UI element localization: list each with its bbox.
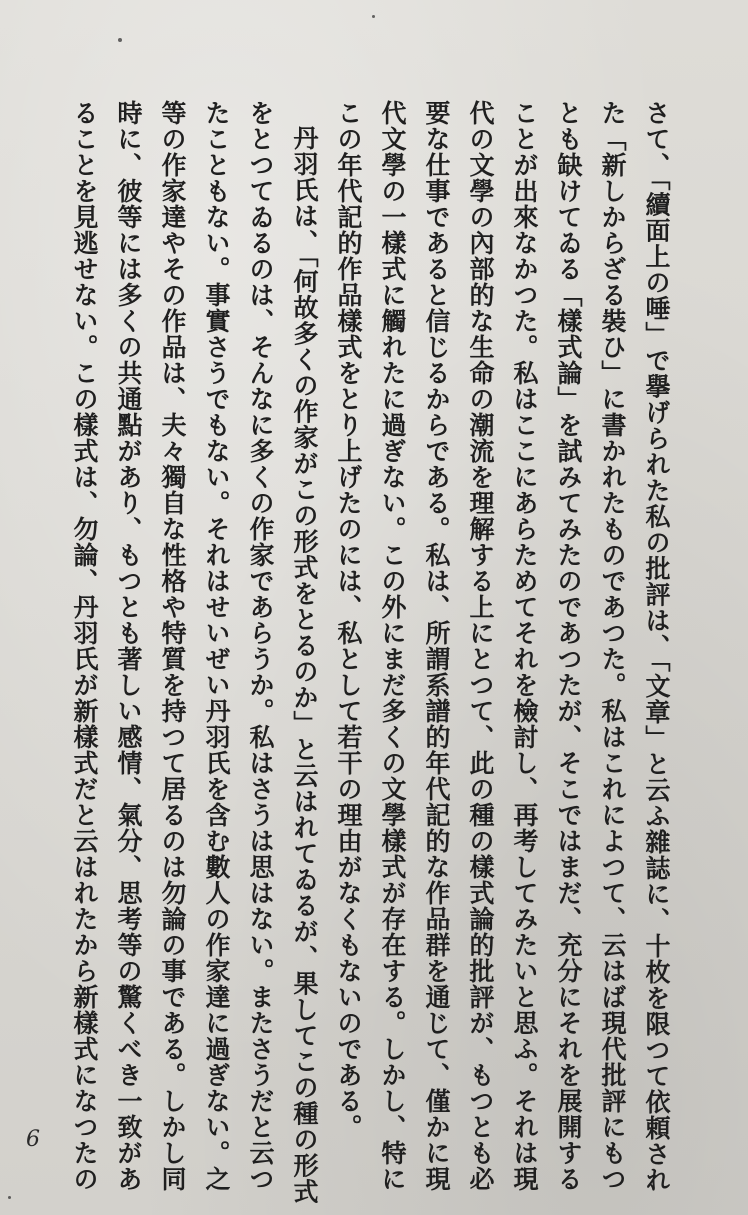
text-line: をとつてゐるのは、そんなに多くの作家であらうか。私はさうは思はない。またさうだと云つ (246, 100, 275, 1192)
ink-speck (372, 15, 375, 18)
text-line: たこともない。事實さうでもない。それはせいぜい丹羽氏を含む數人の作家達に過ぎない。之 (202, 100, 231, 1192)
text-line: ることを見逃せない。この樣式は、勿論、丹羽氏が新樣式だと云はれたから新樣式になつたの (70, 100, 99, 1192)
text-line: この年代記的作品樣式をとり上げたのには、私として若干の理由がなくもないのである。 (334, 100, 363, 1140)
text-line: 代の文學の內部的な生命の潮流を理解する上にとつて、此の種の樣式論的批評が、もつとも必 (466, 100, 495, 1192)
text-line: 要な仕事であると信じるからである。私は、所謂系譜的年代記的な作品群を通じて、僅かに現 (422, 100, 451, 1192)
text-line: さて、「續面上の唾」で擧げられた私の批評は、「文章」と云ふ雜誌に、十枚を限つて依頼され (642, 100, 671, 1193)
text-line: 等の作家達やその作品は、夫々獨自な性格や特質を持つて居るのは勿論の事である。しかし同 (158, 100, 187, 1192)
text-line: とも缺けてゐる「樣式論」を試みてみたのであつたが、そこではまだ、充分にそれを展開する (554, 100, 583, 1192)
text-line: ことが出來なかつた。私はここにあらためてそれを檢討し、再考してみたいと思ふ。それは現 (510, 100, 539, 1192)
vertical-text-body (62, 100, 678, 1205)
text-line: 時に、彼等には多くの共通點があり、もつとも著しい感情、氣分、思考等の驚くべき一致があ (114, 100, 143, 1192)
ink-speck (8, 1196, 11, 1199)
text-line: 丹羽氏は、「何故多くの作家がこの形式をとるのか」と云はれてゐるが、果してこの種の形式 (290, 125, 319, 1205)
ink-speck (118, 38, 122, 42)
text-line: た「新しからざる裝ひ」に書かれたものであつた。私はこれによつて、云はば現代批評にもつ (598, 100, 627, 1192)
page-number: 6 (26, 1127, 40, 1152)
text-line: 代文學の一樣式に觸れたに過ぎない。この外にまだ多くの文學樣式が存在する。しかし、特に (378, 100, 407, 1192)
